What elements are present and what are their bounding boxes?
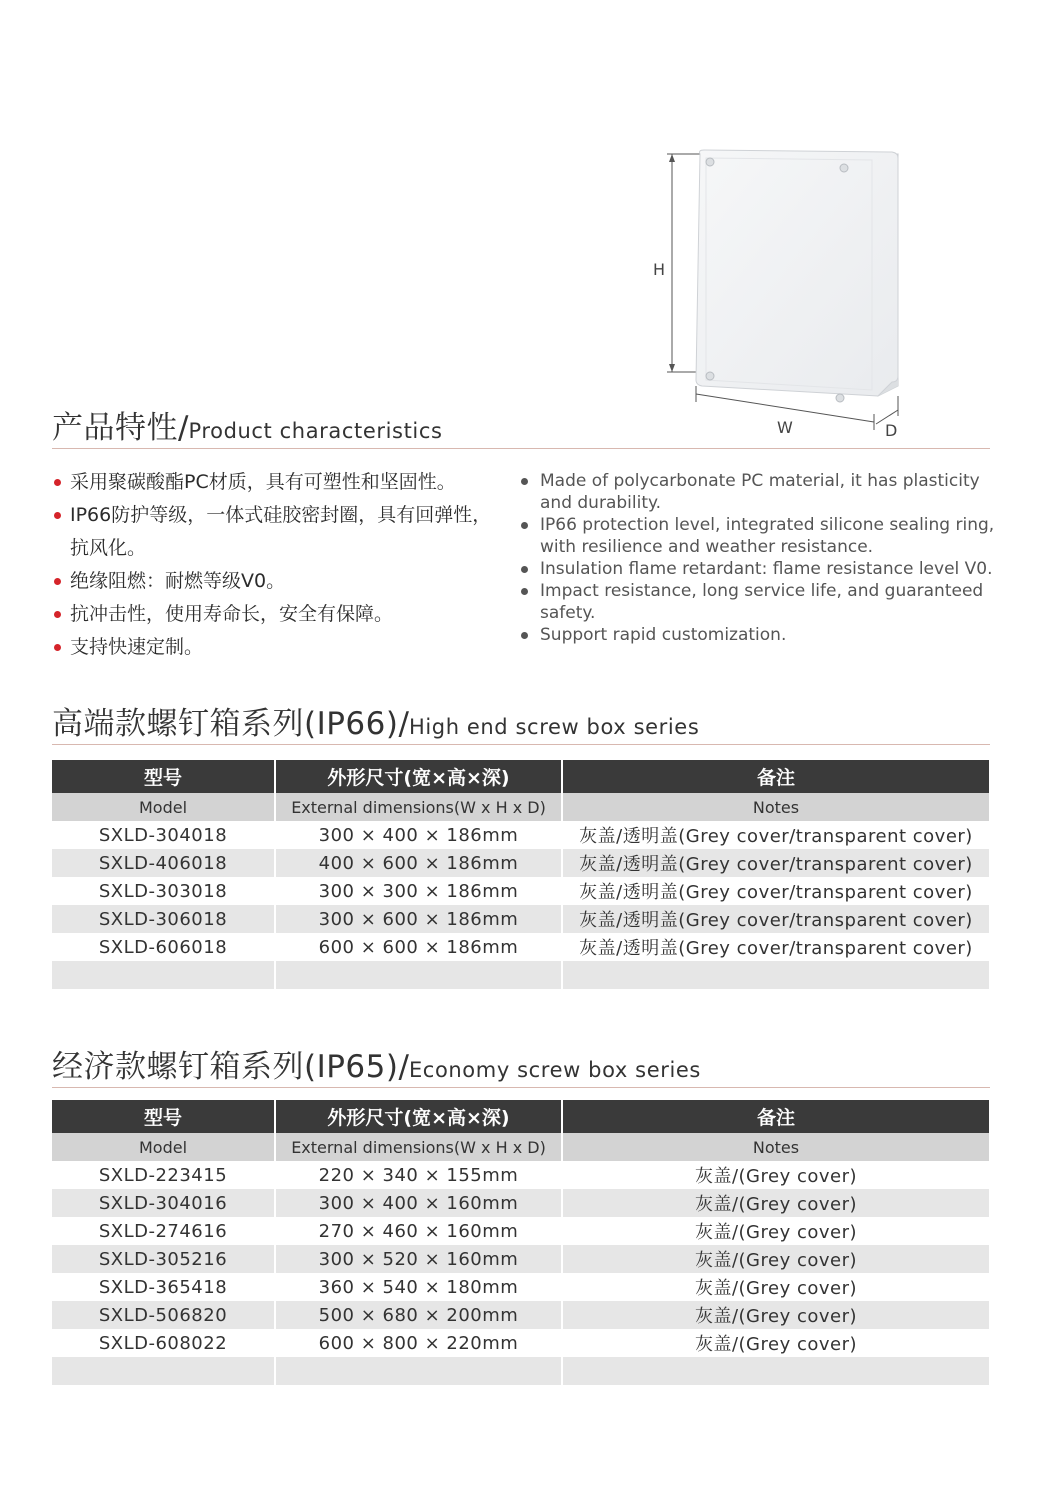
feature-item-en: IP66 protection level, integrated silicone sealing ring, with resilience and weather resistance. [520, 514, 1000, 558]
cell-model: SXLD-306018 [52, 905, 275, 933]
table-row [52, 933, 989, 961]
table-header-row-en [52, 1133, 989, 1161]
cell-model: SXLD-223415 [98, 1164, 228, 1186]
cell-model: SXLD-406018 [52, 849, 275, 877]
characteristics-title-en: Product characteristics [188, 419, 443, 443]
header-model-en: Model [52, 793, 275, 821]
cell-notes: 灰盖/(Grey cover) [562, 1189, 989, 1217]
economy-title-cn: 经济款螺钉箱系列(IP65) [52, 1049, 399, 1085]
feature-item-en: Impact resistance, long service life, and guaranteed safety. [520, 580, 1000, 624]
cell-dimensions: 300 × 600 × 186mm [275, 905, 562, 933]
cell-notes: 灰盖/(Grey cover) [562, 1273, 989, 1301]
cell-model: SXLD-606018 [98, 936, 228, 958]
cell-dimensions: 400 × 600 × 186mm [275, 849, 562, 877]
table-header-row-en [52, 793, 989, 821]
feature-item-en: Support rapid customization. [520, 624, 1000, 646]
table-row [52, 1301, 989, 1329]
cell-dimensions: 220 × 340 × 155mm [275, 1161, 562, 1189]
cell-dimensions: 600 × 800 × 220mm [275, 1329, 562, 1357]
cell-dimensions: 270 × 460 × 160mm [275, 1217, 562, 1245]
high-end-heading [52, 698, 990, 745]
header-notes-en: Notes [562, 1133, 989, 1161]
cell-notes: 灰盖/透明盖(Grey cover/transparent cover) [562, 877, 989, 905]
cell-dimensions: 360 × 540 × 180mm [275, 1273, 562, 1301]
table-row [52, 821, 989, 849]
product-figure [640, 140, 920, 440]
cell-dimensions: 300 × 400 × 160mm [275, 1189, 562, 1217]
table-row [52, 1329, 989, 1357]
dimension-label-w: W [777, 418, 793, 437]
feature-item-en: Made of polycarbonate PC material, it has plasticity and durability. [520, 470, 1000, 514]
header-model-cn: 型号 [52, 760, 275, 793]
table-row [52, 1217, 989, 1245]
cell-model: SXLD-274616 [98, 1220, 228, 1242]
table-row [52, 1273, 989, 1301]
high-end-title-en: High end screw box series [408, 715, 700, 739]
table-row-empty [52, 961, 989, 989]
features-list-en [520, 470, 1000, 646]
cell-dimensions: 600 × 600 × 186mm [275, 933, 562, 961]
header-notes-en: Notes [562, 793, 989, 821]
characteristics-heading [52, 402, 990, 449]
economy-title-en: Economy screw box series [408, 1058, 701, 1082]
economy-table [52, 1100, 989, 1385]
table-header-row-cn [52, 760, 989, 793]
table-row [52, 1245, 989, 1273]
cell-notes: 灰盖/透明盖(Grey cover/transparent cover) [562, 905, 989, 933]
cell-model: SXLD-303018 [98, 880, 228, 902]
cell-model: SXLD-304016 [52, 1189, 275, 1217]
cell-notes: 灰盖/透明盖(Grey cover/transparent cover) [562, 849, 989, 877]
screw-box-illustration [640, 140, 920, 440]
header-model-en: Model [52, 1133, 275, 1161]
cell-model: SXLD-304018 [98, 824, 228, 846]
header-dimensions-cn: 外形尺寸(宽×高×深) [275, 1100, 562, 1133]
empty-cell [275, 961, 562, 989]
feature-item-cn: 支持快速定制。 [54, 631, 514, 664]
cell-notes: 灰盖/(Grey cover) [562, 1329, 989, 1357]
high-end-table [52, 760, 989, 989]
empty-cell [562, 1357, 989, 1385]
cell-model: SXLD-365418 [98, 1276, 228, 1298]
table-row [52, 905, 989, 933]
cell-notes: 灰盖/透明盖(Grey cover/transparent cover) [562, 821, 989, 849]
cell-notes: 灰盖/(Grey cover) [562, 1161, 989, 1189]
feature-item-cn: 采用聚碳酸酯PC材质，具有可塑性和坚固性。 [54, 466, 514, 499]
feature-item-cn: 绝缘阻燃：耐燃等级V0。 [54, 565, 514, 598]
feature-item-cn: IP66防护等级，一体式硅胶密封圈，具有回弹性，抗风化。 [54, 499, 500, 565]
features-list-cn [54, 466, 514, 664]
cell-dimensions: 300 × 400 × 186mm [275, 821, 562, 849]
cell-notes: 灰盖/(Grey cover) [562, 1301, 989, 1329]
feature-item-en: Insulation flame retardant: flame resistance level V0. [520, 558, 1000, 580]
characteristics-title-cn: 产品特性 [52, 410, 178, 446]
cell-model: SXLD-608022 [98, 1332, 228, 1354]
table-row-empty [52, 1357, 989, 1385]
table-row [52, 849, 989, 877]
header-notes-cn: 备注 [562, 1100, 989, 1133]
cell-dimensions: 500 × 680 × 200mm [275, 1301, 562, 1329]
header-model-cn: 型号 [52, 1100, 275, 1133]
table-row [52, 877, 989, 905]
cell-notes: 灰盖/透明盖(Grey cover/transparent cover) [562, 933, 989, 961]
table-header-row-cn [52, 1100, 989, 1133]
header-dimensions-en: External dimensions(W x H x D) [275, 793, 562, 821]
header-dimensions-cn: 外形尺寸(宽×高×深) [275, 760, 562, 793]
dimension-label-h: H [653, 260, 666, 279]
heading-separator: / [398, 706, 409, 742]
feature-item-cn: 抗冲击性，使用寿命长，安全有保障。 [54, 598, 514, 631]
header-notes-cn: 备注 [562, 760, 989, 793]
empty-cell [52, 1357, 275, 1385]
cell-model: SXLD-305216 [52, 1245, 275, 1273]
economy-heading [52, 1041, 990, 1088]
table-row [52, 1161, 989, 1189]
table-row [52, 1189, 989, 1217]
cell-dimensions: 300 × 520 × 160mm [275, 1245, 562, 1273]
high-end-title-cn: 高端款螺钉箱系列(IP66) [52, 706, 399, 742]
heading-separator: / [398, 1049, 409, 1085]
cell-notes: 灰盖/(Grey cover) [562, 1217, 989, 1245]
header-dimensions-en: External dimensions(W x H x D) [275, 1133, 562, 1161]
cell-notes: 灰盖/(Grey cover) [562, 1245, 989, 1273]
empty-cell [52, 961, 275, 989]
dimension-label-d: D [885, 421, 898, 440]
cell-dimensions: 300 × 300 × 186mm [275, 877, 562, 905]
heading-separator: / [178, 410, 189, 446]
cell-model: SXLD-506820 [52, 1301, 275, 1329]
empty-cell [275, 1357, 562, 1385]
empty-cell [562, 961, 989, 989]
